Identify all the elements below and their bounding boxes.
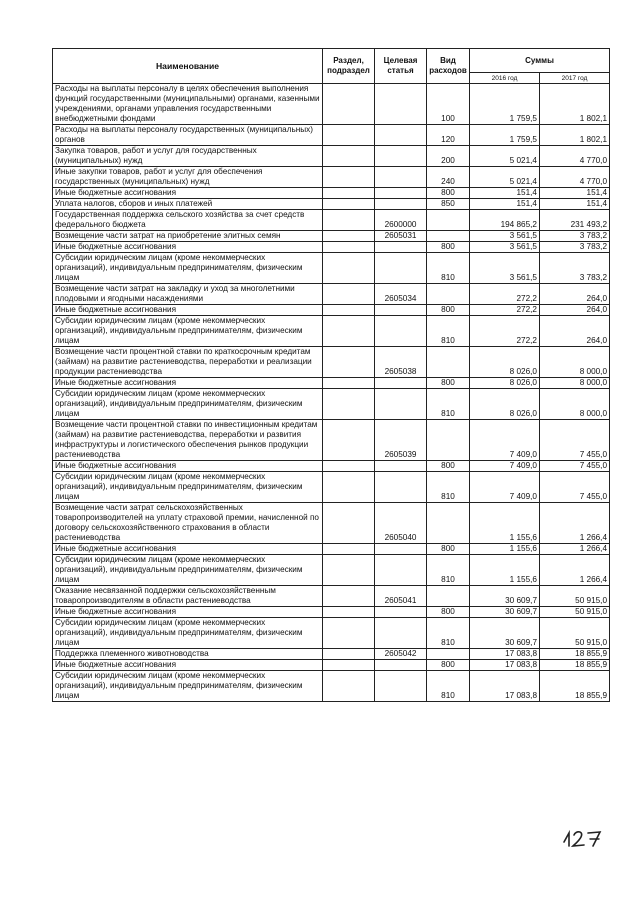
cell-2017: 1 266,4 <box>540 503 610 544</box>
cell-2017: 1 266,4 <box>540 555 610 586</box>
cell-type: 200 <box>427 146 470 167</box>
cell-2017: 50 915,0 <box>540 607 610 618</box>
cell-2017: 4 770,0 <box>540 146 610 167</box>
cell-section <box>323 420 375 461</box>
cell-type: 810 <box>427 671 470 702</box>
budget-sheet <box>52 48 609 702</box>
header-target: Целевая статья <box>375 49 427 84</box>
cell-2016: 30 609,7 <box>470 607 540 618</box>
cell-type: 800 <box>427 607 470 618</box>
cell-name: Субсидии юридическим лицам (кроме некоммерческих организаций), индивидуальным предпринимателям, физическим лицам <box>53 253 323 284</box>
cell-name: Иные бюджетные ассигнования <box>53 242 323 253</box>
table-row <box>53 231 610 242</box>
cell-type <box>427 420 470 461</box>
cell-name: Иные бюджетные ассигнования <box>53 660 323 671</box>
table-row <box>53 555 610 586</box>
cell-name: Оказание несвязанной поддержки сельскохозяйственным товаропроизводителям в области растениеводства <box>53 586 323 607</box>
cell-2016: 7 409,0 <box>470 420 540 461</box>
cell-2016: 3 561,5 <box>470 242 540 253</box>
table-row <box>53 420 610 461</box>
table-row <box>53 586 610 607</box>
cell-target <box>375 125 427 146</box>
cell-target <box>375 167 427 188</box>
table-row <box>53 472 610 503</box>
cell-2017: 1 802,1 <box>540 84 610 125</box>
cell-type: 810 <box>427 555 470 586</box>
cell-target <box>375 316 427 347</box>
table-row <box>53 347 610 378</box>
cell-section <box>323 555 375 586</box>
cell-2016: 1 759,5 <box>470 125 540 146</box>
cell-target <box>375 618 427 649</box>
table-row <box>53 618 610 649</box>
cell-section <box>323 671 375 702</box>
cell-target <box>375 242 427 253</box>
cell-type <box>427 347 470 378</box>
cell-type <box>427 210 470 231</box>
header-sums: Суммы <box>470 49 610 73</box>
cell-name: Возмещение части затрат сельскохозяйственных товаропроизводителей на уплату страховой премии, начисленной по договору сельскохозяйственного страхования в области растениеводства <box>53 503 323 544</box>
cell-2016: 30 609,7 <box>470 586 540 607</box>
cell-target <box>375 461 427 472</box>
cell-name: Поддержка племенного животноводства <box>53 649 323 660</box>
cell-2017: 18 855,9 <box>540 660 610 671</box>
cell-2016: 7 409,0 <box>470 461 540 472</box>
cell-section <box>323 618 375 649</box>
cell-section <box>323 188 375 199</box>
cell-section <box>323 125 375 146</box>
table-row <box>53 607 610 618</box>
cell-target <box>375 472 427 503</box>
header-section: Раздел, подраздел <box>323 49 375 84</box>
cell-2017: 151,4 <box>540 199 610 210</box>
cell-name: Иные бюджетные ассигнования <box>53 544 323 555</box>
cell-2017: 3 783,2 <box>540 253 610 284</box>
cell-2017: 7 455,0 <box>540 420 610 461</box>
cell-section <box>323 167 375 188</box>
cell-name: Государственная поддержка сельского хозяйства за счет средств федерального бюджета <box>53 210 323 231</box>
cell-section <box>323 586 375 607</box>
cell-name: Субсидии юридическим лицам (кроме некоммерческих организаций), индивидуальным предпринимателям, физическим лицам <box>53 555 323 586</box>
cell-2016: 151,4 <box>470 199 540 210</box>
cell-type: 800 <box>427 660 470 671</box>
cell-2016: 1 155,6 <box>470 555 540 586</box>
cell-type: 810 <box>427 253 470 284</box>
cell-target: 2605031 <box>375 231 427 242</box>
cell-2017: 264,0 <box>540 316 610 347</box>
cell-type: 120 <box>427 125 470 146</box>
cell-2017: 18 855,9 <box>540 671 610 702</box>
cell-2017: 4 770,0 <box>540 167 610 188</box>
cell-type: 810 <box>427 472 470 503</box>
cell-2017: 7 455,0 <box>540 461 610 472</box>
cell-2016: 5 021,4 <box>470 146 540 167</box>
cell-target <box>375 146 427 167</box>
cell-type: 810 <box>427 316 470 347</box>
table-row <box>53 188 610 199</box>
cell-section <box>323 284 375 305</box>
cell-2017: 231 493,2 <box>540 210 610 231</box>
cell-type: 810 <box>427 618 470 649</box>
cell-type: 850 <box>427 199 470 210</box>
cell-section <box>323 316 375 347</box>
cell-type: 800 <box>427 305 470 316</box>
cell-2016: 1 155,6 <box>470 503 540 544</box>
cell-2016: 8 026,0 <box>470 378 540 389</box>
cell-target <box>375 660 427 671</box>
cell-2016: 17 083,8 <box>470 660 540 671</box>
cell-name: Закупка товаров, работ и услуг для государственных (муниципальных) нужд <box>53 146 323 167</box>
cell-section <box>323 607 375 618</box>
cell-2016: 8 026,0 <box>470 347 540 378</box>
cell-section <box>323 378 375 389</box>
cell-2016: 272,2 <box>470 284 540 305</box>
cell-target <box>375 199 427 210</box>
cell-name: Субсидии юридическим лицам (кроме некоммерческих организаций), индивидуальным предпринимателям, физическим лицам <box>53 316 323 347</box>
cell-section <box>323 544 375 555</box>
cell-name: Уплата налогов, сборов и иных платежей <box>53 199 323 210</box>
table-row <box>53 461 610 472</box>
cell-name: Субсидии юридическим лицам (кроме некоммерческих организаций), индивидуальным предпринимателям, физическим лицам <box>53 472 323 503</box>
cell-2016: 17 083,8 <box>470 649 540 660</box>
cell-section <box>323 660 375 671</box>
cell-type <box>427 284 470 305</box>
table-row <box>53 146 610 167</box>
cell-target: 2605042 <box>375 649 427 660</box>
cell-name: Расходы на выплаты персоналу государственных (муниципальных) органов <box>53 125 323 146</box>
cell-2016: 194 865,2 <box>470 210 540 231</box>
cell-name: Расходы на выплаты персоналу в целях обеспечения выполнения функций государственными (муниципальными) органами, казенными учреждениями, органами управления государственными внебюджетными фондами <box>53 84 323 125</box>
table-row <box>53 660 610 671</box>
cell-section <box>323 146 375 167</box>
cell-name: Иные закупки товаров, работ и услуг для обеспечения государственных (муниципальных) нужд <box>53 167 323 188</box>
cell-type: 240 <box>427 167 470 188</box>
cell-target <box>375 84 427 125</box>
cell-2017: 8 000,0 <box>540 378 610 389</box>
table-row <box>53 284 610 305</box>
table-row <box>53 503 610 544</box>
cell-type <box>427 649 470 660</box>
cell-type <box>427 231 470 242</box>
cell-name: Иные бюджетные ассигнования <box>53 378 323 389</box>
cell-2016: 30 609,7 <box>470 618 540 649</box>
cell-2016: 5 021,4 <box>470 167 540 188</box>
cell-2017: 1 802,1 <box>540 125 610 146</box>
cell-target: 2600000 <box>375 210 427 231</box>
cell-target <box>375 555 427 586</box>
cell-target: 2605039 <box>375 420 427 461</box>
table-row <box>53 305 610 316</box>
table-row <box>53 378 610 389</box>
cell-name: Возмещение части процентной ставки по инвестиционным кредитам (займам) на развитие растениеводства, переработки и развития инфраструктуры и логистического обеспечения рынков продукции растениеводства <box>53 420 323 461</box>
cell-2017: 151,4 <box>540 188 610 199</box>
cell-2016: 1 155,6 <box>470 544 540 555</box>
table-body <box>53 84 610 702</box>
cell-type: 800 <box>427 188 470 199</box>
cell-name: Иные бюджетные ассигнования <box>53 305 323 316</box>
cell-type: 800 <box>427 378 470 389</box>
table-row <box>53 316 610 347</box>
cell-2017: 7 455,0 <box>540 472 610 503</box>
cell-name: Субсидии юридическим лицам (кроме некоммерческих организаций), индивидуальным предпринимателям, физическим лицам <box>53 618 323 649</box>
cell-2017: 8 000,0 <box>540 389 610 420</box>
cell-2016: 272,2 <box>470 316 540 347</box>
cell-2016: 7 409,0 <box>470 472 540 503</box>
cell-section <box>323 210 375 231</box>
cell-2017: 3 783,2 <box>540 231 610 242</box>
cell-target <box>375 378 427 389</box>
cell-2016: 3 561,5 <box>470 231 540 242</box>
cell-2016: 3 561,5 <box>470 253 540 284</box>
table-row <box>53 649 610 660</box>
cell-target: 2605040 <box>375 503 427 544</box>
cell-section <box>323 461 375 472</box>
table-row <box>53 167 610 188</box>
cell-type <box>427 503 470 544</box>
handwritten-page-number <box>560 826 612 848</box>
cell-2017: 1 266,4 <box>540 544 610 555</box>
cell-name: Субсидии юридическим лицам (кроме некоммерческих организаций), индивидуальным предпринимателям, физическим лицам <box>53 671 323 702</box>
cell-target <box>375 389 427 420</box>
header-name: Наименование <box>53 49 323 84</box>
cell-section <box>323 242 375 253</box>
cell-name: Иные бюджетные ассигнования <box>53 461 323 472</box>
table-row <box>53 84 610 125</box>
cell-2017: 50 915,0 <box>540 586 610 607</box>
cell-target: 2605034 <box>375 284 427 305</box>
cell-2017: 264,0 <box>540 284 610 305</box>
cell-target <box>375 253 427 284</box>
cell-type <box>427 586 470 607</box>
cell-2016: 8 026,0 <box>470 389 540 420</box>
cell-target: 2605041 <box>375 586 427 607</box>
table-row <box>53 210 610 231</box>
cell-2017: 18 855,9 <box>540 649 610 660</box>
cell-name: Возмещение части процентной ставки по краткосрочным кредитам (займам) на развитие растениеводства, переработки и реализации продукции растениеводства <box>53 347 323 378</box>
cell-target: 2605038 <box>375 347 427 378</box>
cell-target <box>375 544 427 555</box>
header-year-2017: 2017 год <box>540 73 610 84</box>
cell-name: Иные бюджетные ассигнования <box>53 607 323 618</box>
cell-target <box>375 607 427 618</box>
cell-name: Возмещение части затрат на приобретение элитных семян <box>53 231 323 242</box>
cell-target <box>375 305 427 316</box>
budget-table <box>52 48 610 702</box>
table-row <box>53 544 610 555</box>
cell-type: 100 <box>427 84 470 125</box>
cell-section <box>323 253 375 284</box>
cell-name: Возмещение части затрат на закладку и уход за многолетними плодовыми и ягодными насаждениями <box>53 284 323 305</box>
cell-section <box>323 84 375 125</box>
table-row <box>53 199 610 210</box>
cell-2016: 17 083,8 <box>470 671 540 702</box>
cell-section <box>323 389 375 420</box>
cell-section <box>323 347 375 378</box>
cell-target <box>375 188 427 199</box>
cell-section <box>323 305 375 316</box>
table-row <box>53 253 610 284</box>
cell-section <box>323 199 375 210</box>
table-row <box>53 242 610 253</box>
cell-2017: 264,0 <box>540 305 610 316</box>
cell-section <box>323 231 375 242</box>
cell-type: 800 <box>427 544 470 555</box>
cell-section <box>323 472 375 503</box>
cell-name: Субсидии юридическим лицам (кроме некоммерческих организаций), индивидуальным предпринимателям, физическим лицам <box>53 389 323 420</box>
cell-section <box>323 649 375 660</box>
header-year-2016: 2016 год <box>470 73 540 84</box>
table-row <box>53 389 610 420</box>
cell-section <box>323 503 375 544</box>
cell-2016: 151,4 <box>470 188 540 199</box>
cell-type: 800 <box>427 461 470 472</box>
cell-type: 810 <box>427 389 470 420</box>
cell-type: 800 <box>427 242 470 253</box>
cell-name: Иные бюджетные ассигнования <box>53 188 323 199</box>
cell-target <box>375 671 427 702</box>
header-type: Вид расходов <box>427 49 470 84</box>
cell-2016: 1 759,5 <box>470 84 540 125</box>
cell-2017: 50 915,0 <box>540 618 610 649</box>
table-row <box>53 671 610 702</box>
cell-2017: 3 783,2 <box>540 242 610 253</box>
cell-2017: 8 000,0 <box>540 347 610 378</box>
cell-2016: 272,2 <box>470 305 540 316</box>
table-row <box>53 125 610 146</box>
